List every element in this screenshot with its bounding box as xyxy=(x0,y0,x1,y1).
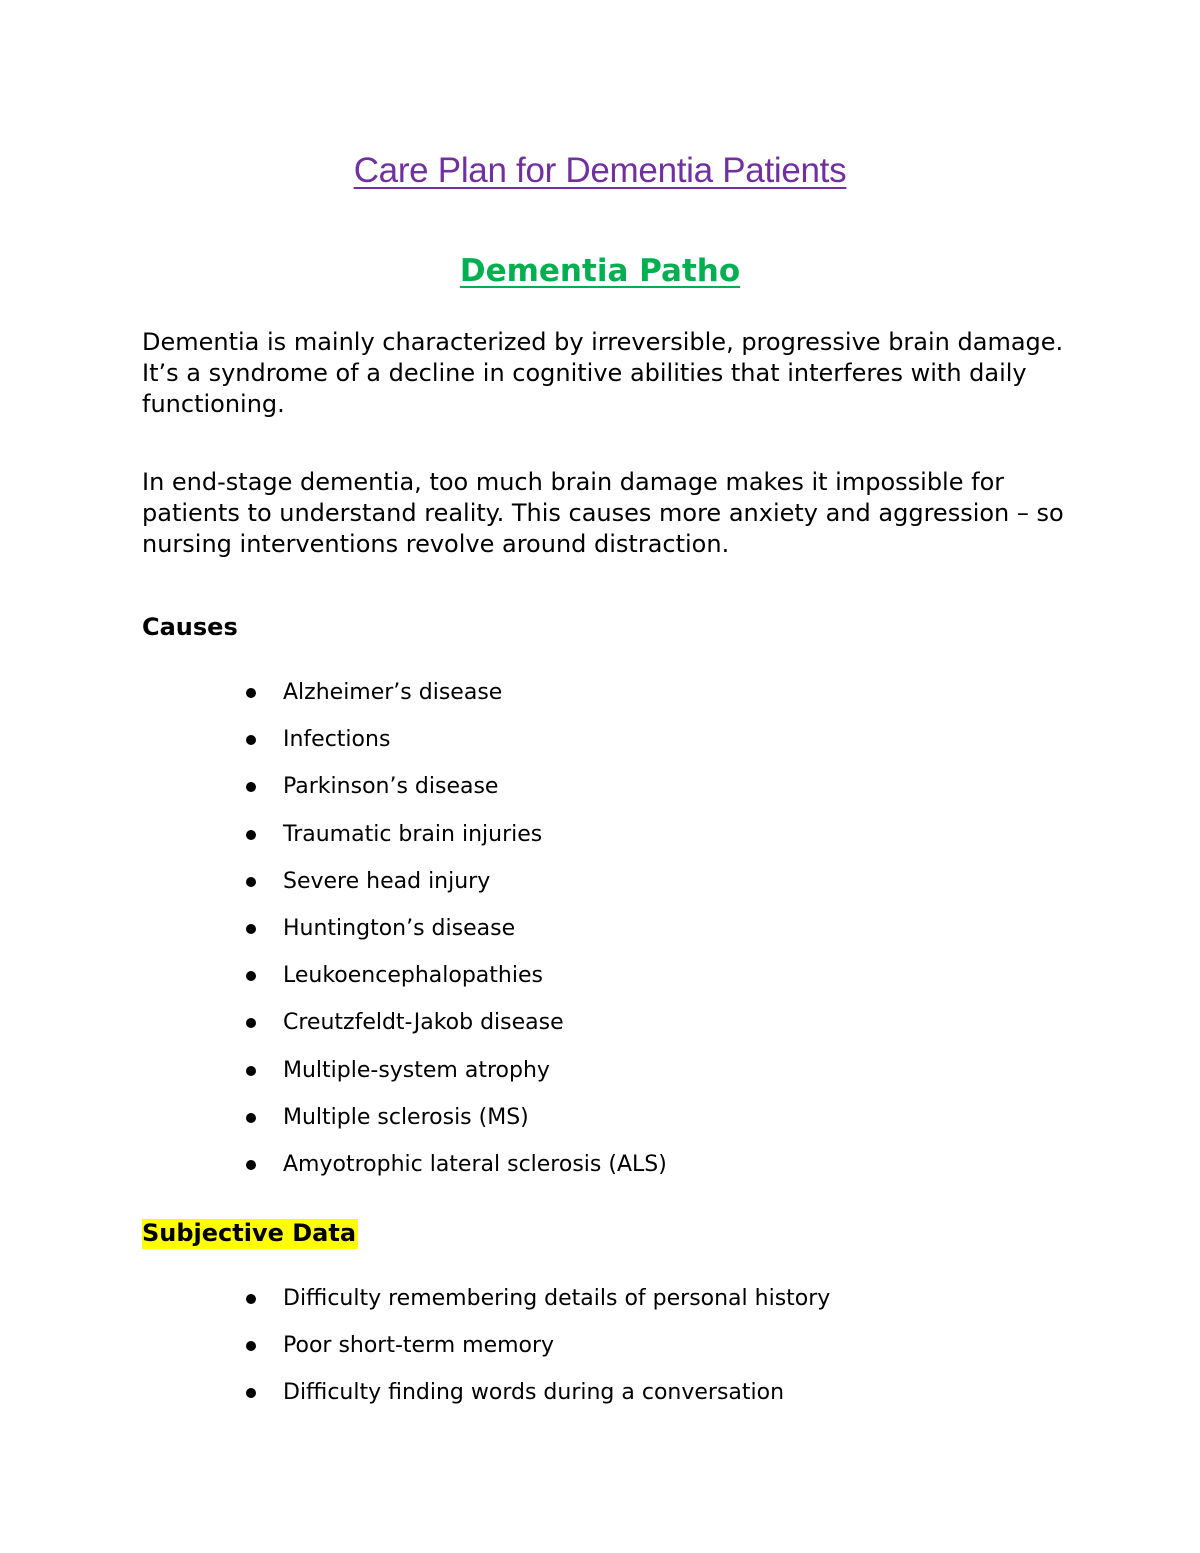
list-item-text: Huntington’s disease xyxy=(283,915,516,941)
list-item xyxy=(0,678,1000,725)
subjective-data-heading xyxy=(142,1218,358,1249)
bullet-icon xyxy=(246,971,256,981)
list-item-text: Multiple-system atrophy xyxy=(283,1057,550,1083)
section-title xyxy=(0,250,1200,292)
bullet-icon xyxy=(246,1341,256,1351)
list-item-text: Traumatic brain injuries xyxy=(283,821,543,847)
list-item-text: Creutzfeldt-Jakob disease xyxy=(283,1010,564,1036)
list-item xyxy=(0,772,1000,819)
list-item-text: Alzheimer’s disease xyxy=(283,680,503,705)
bullet-icon xyxy=(246,1294,256,1304)
list-item-text: Amyotrophic lateral sclerosis (ALS) xyxy=(283,1151,667,1177)
document-title-text: Care Plan for Dementia Patients xyxy=(353,151,847,190)
list-item xyxy=(0,1008,1000,1055)
list-item-text: Infections xyxy=(283,727,391,753)
list-item xyxy=(0,1331,1000,1378)
bullet-icon xyxy=(246,924,256,934)
list-item xyxy=(0,1284,1000,1331)
subjective-data-heading-text: Subjective Data xyxy=(142,1219,357,1247)
bullet-icon xyxy=(246,735,256,745)
section-title-text: Dementia Patho xyxy=(459,253,741,289)
list-item-text: Leukoencephalopathies xyxy=(283,963,543,989)
list-item xyxy=(0,1056,1000,1103)
list-item xyxy=(0,914,1000,961)
list-item xyxy=(0,1103,1000,1150)
paragraph-end-stage: In end-stage dementia, too much brain damage makes it impossible for patients to understand reality. This causes more anxiety and aggression – so nursing interventions revolve around distraction. xyxy=(142,468,1064,558)
bullet-icon xyxy=(246,1066,256,1076)
list-item-text: Difficulty remembering details of personal history xyxy=(283,1286,831,1311)
bullet-icon xyxy=(246,1018,256,1028)
list-item-text: Parkinson’s disease xyxy=(283,774,499,800)
bullet-icon xyxy=(246,782,256,792)
paragraph-definition: Dementia is mainly characterized by irreversible, progressive brain damage. It’s a syndrome of a decline in cognitive abilities that interferes with daily functioning. xyxy=(142,328,1064,418)
document-title xyxy=(0,148,1200,194)
list-item xyxy=(0,867,1000,914)
causes-heading: Causes xyxy=(142,613,238,641)
list-item xyxy=(0,1378,1000,1425)
bullet-icon xyxy=(246,688,256,698)
list-item-text: Difficulty finding words during a conversation xyxy=(283,1380,785,1406)
bullet-icon xyxy=(246,1388,256,1398)
bullet-icon xyxy=(246,877,256,887)
list-item xyxy=(0,820,1000,867)
list-item-text: Poor short-term memory xyxy=(283,1333,555,1359)
subjective-data-list xyxy=(0,1284,1000,1426)
bullet-icon xyxy=(246,830,256,840)
list-item xyxy=(0,725,1000,772)
list-item-text: Severe head injury xyxy=(283,868,491,894)
list-item-text: Multiple sclerosis (MS) xyxy=(283,1104,529,1130)
bullet-icon xyxy=(246,1113,256,1123)
causes-list xyxy=(0,678,1000,1197)
bullet-icon xyxy=(246,1160,256,1170)
list-item xyxy=(0,961,1000,1008)
list-item xyxy=(0,1150,1000,1197)
